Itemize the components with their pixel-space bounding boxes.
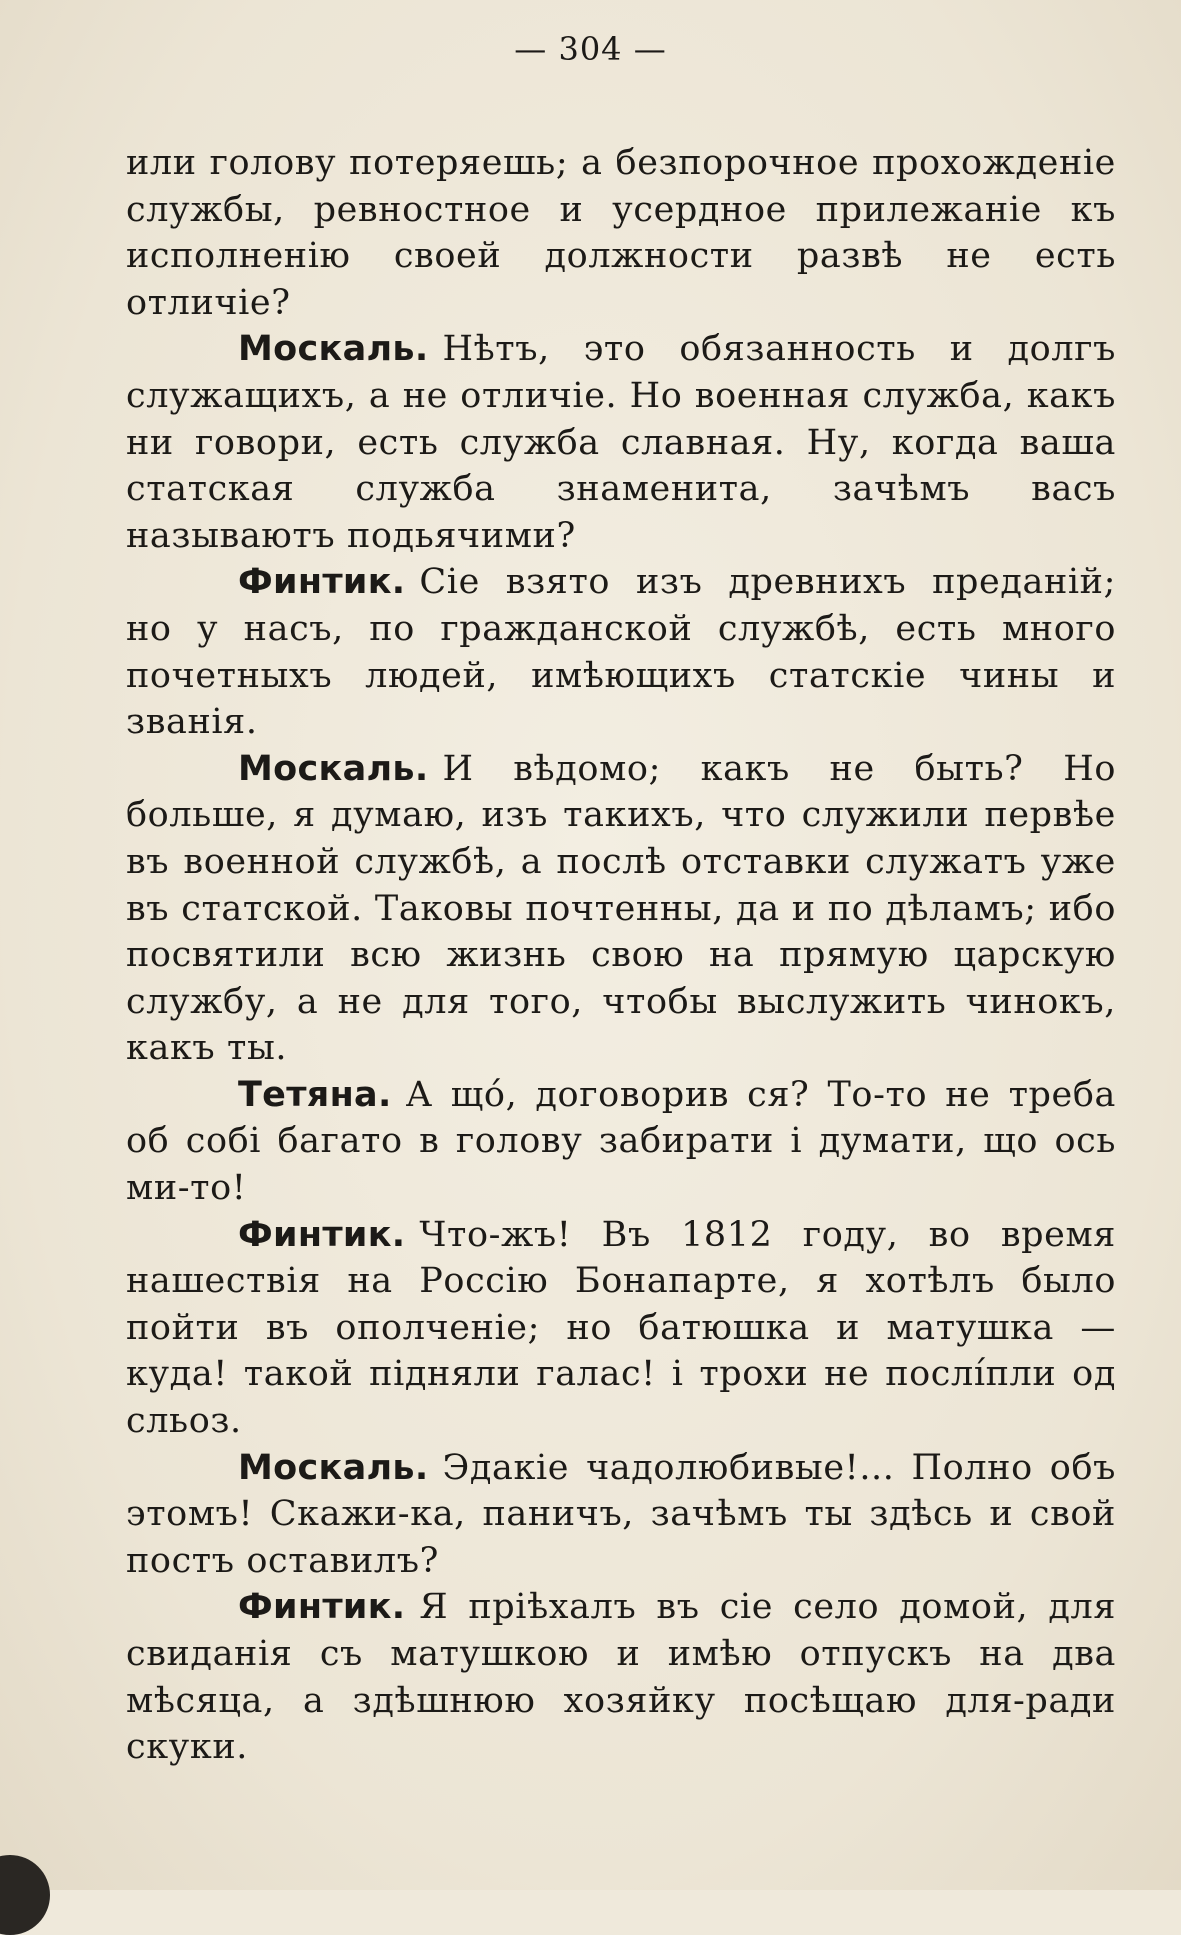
speaker-name: Финтик. [238, 562, 406, 603]
speaker-name: Тетяна. [238, 1074, 392, 1115]
dialogue-line [126, 1584, 1116, 1770]
dialogue-text: Я пріѣхалъ въ сіе село домой, для свиданія съ матушкою и имѣю отпускъ на два мѣсяца, а здѣшнюю хозяйку посѣщаю для-ради скуки. [126, 1587, 1116, 1768]
dialogue-text: А щó, договорив ся? То-то не треба об собі багато в голову забирати і думати, що ось ми-то! [126, 1074, 1116, 1209]
speaker-name: Финтик. [238, 1214, 406, 1255]
text-body [126, 140, 1116, 1771]
dialogue-line [126, 326, 1116, 559]
dialogue-text: И вѣдомо; какъ не быть? Но больше, я думаю, изъ такихъ, что служили первѣе въ военной службѣ, а послѣ отставки служатъ уже въ статской. Таковы почтенны, да и по дѣламъ; ибо посвятили всю жизнь свою на прямую царскую службу, а не для того, чтобы выслужить чинокъ, какъ ты. [126, 748, 1116, 1069]
dialogue-text: Что-жъ! Въ 1812 году, во время нашествія на Россію Бонапарте, я хотѣлъ было пойти въ ополченіе; но батюшка и матушка — куда! такой підняли галас! і трохи не послíпли од сльоз. [126, 1214, 1116, 1442]
dialogue-line [126, 746, 1116, 1072]
dialogue-line [126, 1212, 1116, 1445]
paragraph-text: или голову потеряешь; а безпорочное прохожденіе службы, ревностное и усердное прилежаніе къ исполненію своей должности развѣ не есть отличіе? [126, 143, 1116, 323]
ink-blot [0, 1855, 50, 1935]
dialogue-text: Нѣтъ, это обязанность и долгъ служащихъ, а не отличіе. Но военная служба, какъ ни говори, есть служба славная. Ну, когда ваша статская служба знаменита, зачѣмъ васъ называютъ подьячими? [126, 329, 1116, 556]
speaker-name: Москаль. [238, 1447, 429, 1488]
speaker-name: Москаль. [238, 329, 429, 370]
speaker-name: Финтик. [238, 1587, 406, 1628]
dialogue-text: Эдакіе чадолюбивые!... Полно объ этомъ! Скажи-ка, паничъ, зачѣмъ ты здѣсь и свой постъ оставилъ? [126, 1447, 1116, 1581]
dialogue-line [126, 1445, 1116, 1585]
dialogue-line [126, 1072, 1116, 1212]
speaker-name: Москаль. [238, 748, 429, 789]
paragraph [126, 140, 1116, 326]
page-number: — 304 — [514, 30, 667, 68]
dialogue-line [126, 559, 1116, 745]
dialogue-text: Сіе взято изъ древнихъ преданій; но у насъ, по гражданской службѣ, есть много почетныхъ людей, имѣющихъ статскіе чины и званія. [126, 562, 1116, 743]
